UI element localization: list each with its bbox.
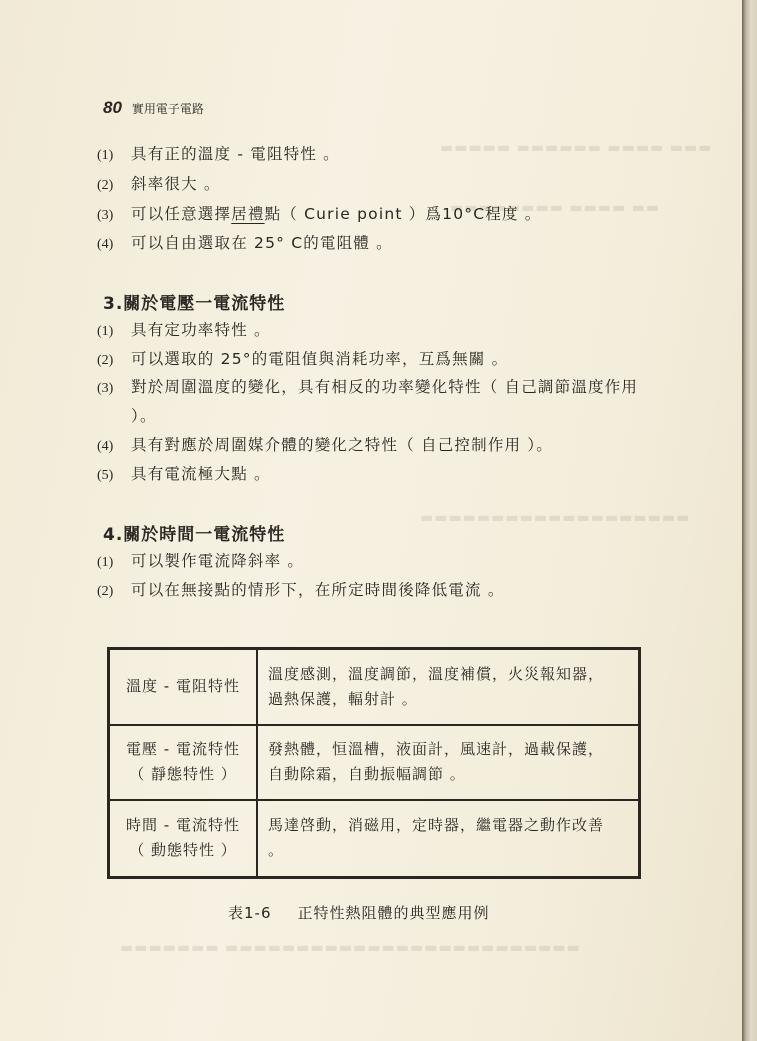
list-item: (4) 可以自由選取在 25° C的電阻體 。 [97,234,393,252]
bleed-through-text: ▬▬▬▬▬ ▬▬▬▬▬▬ ▬▬▬▬ ▬▬▬ [440,140,713,156]
list-item: (2) 可以選取的 25°的電阻值與消耗功率，互爲無關 。 [97,350,509,368]
list-item: (3) 可以任意選擇居禮點（ Curie point ）爲10°C程度 。 [97,205,542,223]
table-value-cell: 溫度感測，溫度調節，溫度補償，火災報知器， 過熱保護，輻射計 。 [257,649,640,725]
running-title: 實用電子電路 [131,102,204,116]
underlined-term: 居禮 [231,205,265,223]
list-item: (2) 斜率很大 。 [97,175,221,193]
section-heading: 4.關於時間一電流特性 [103,525,286,545]
table-row [109,800,640,878]
page-header [103,98,204,118]
table-number: 表1-6 [228,904,272,922]
list-item: (1) 具有定功率特性 。 [97,321,271,339]
table-key-cell: 電壓 - 電流特性 （ 靜態特性 ） [109,725,258,800]
list-item: (5) 具有電流極大點 。 [97,465,271,483]
book-spine-edge [742,0,757,1041]
bleed-through-text: ▬▬▬▬▬▬▬▬ ▬▬▬▬ ▬▬ [450,200,661,216]
table-caption [228,902,490,923]
list-item-continuation: ）。 [131,407,157,425]
list-item: (4) 具有對應於周圍媒介體的變化之特性（ 自己控制作用 ）。 [97,436,554,454]
table-title: 正特性熱阻體的典型應用例 [297,904,490,922]
list-item: (1) 具有正的溫度 - 電阻特性 。 [97,145,340,163]
list-item: (3) 對於周圍溫度的變化，具有相反的功率變化特性（ 自己調節溫度作用 [97,378,639,396]
table-row [109,649,640,725]
table-value-cell: 發熱體，恒溫槽，液面計，風速計，過載保護， 自動除霜，自動振幅調節 。 [257,725,640,800]
list-item: (2) 可以在無接點的情形下，在所定時間後降低電流 。 [97,581,505,599]
bleed-through-text: ▬▬▬▬▬▬▬ ▬▬▬▬▬▬▬▬▬▬▬▬▬▬▬▬▬▬▬▬▬▬▬▬▬ [120,940,581,956]
table-key-cell: 溫度 - 電阻特性 [109,649,258,725]
table-value-cell: 馬達啓動，消磁用，定時器，繼電器之動作改善 。 [257,800,640,878]
table-row [109,725,640,800]
bleed-through-text: ▬▬▬▬▬▬▬▬▬▬▬▬▬▬▬▬▬▬▬ [420,510,691,526]
applications-table [107,647,641,879]
section-heading: 3.關於電壓一電流特性 [103,294,286,314]
table-key-cell: 時間 - 電流特性 （ 動態特性 ） [109,800,258,878]
page-number: 80 [103,98,122,117]
list-item: (1) 可以製作電流降斜率 。 [97,552,305,570]
